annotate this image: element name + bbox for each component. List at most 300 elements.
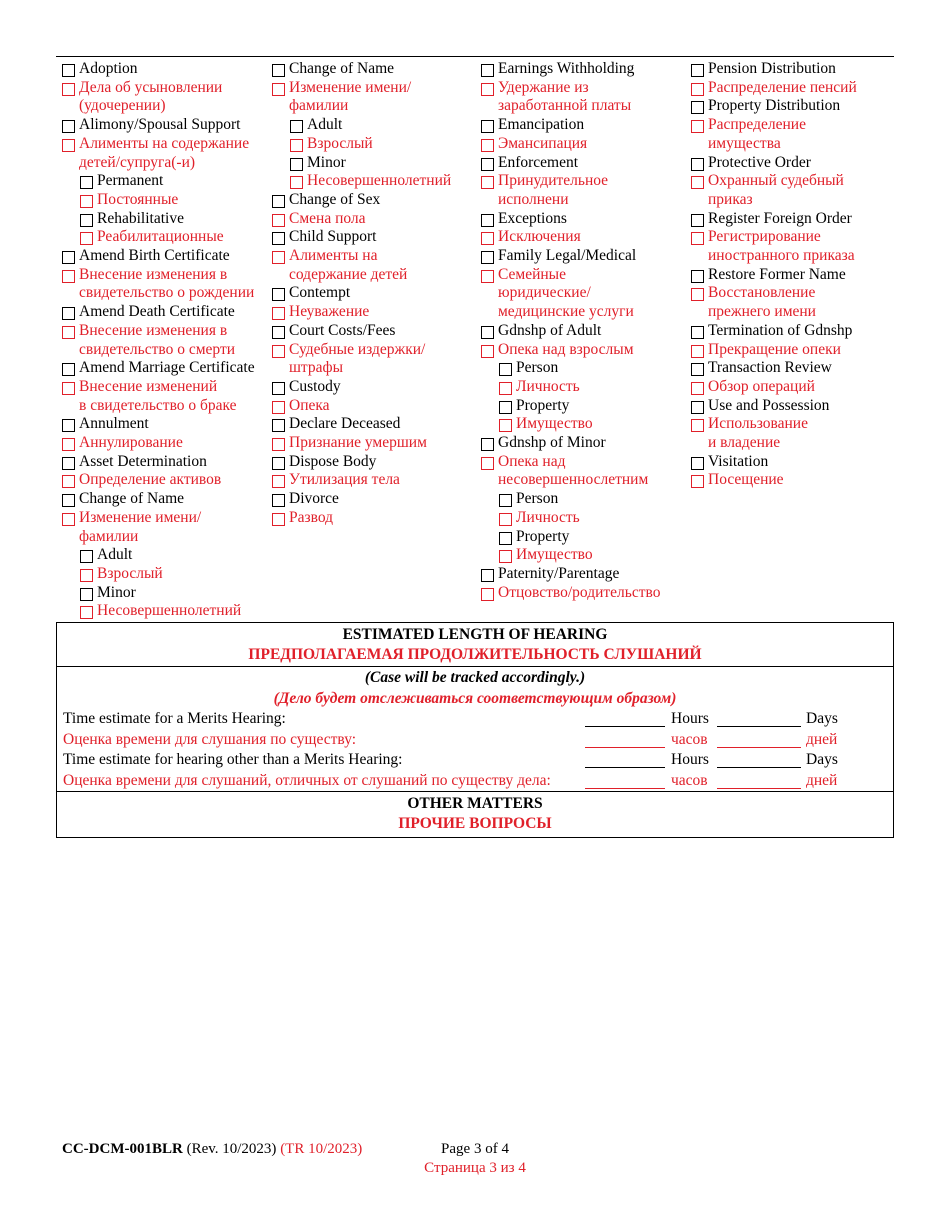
form-translation-revision: (TR 10/2023) [280,1141,363,1157]
other-hours-input-ru[interactable] [585,788,665,789]
checkbox-paternity-parentage-ru[interactable] [481,588,494,601]
case-type-change-of-name [62,490,255,509]
other-days-input-ru[interactable] [717,788,801,789]
case-type-adoption-ru [62,79,255,98]
use-and-possession-label-ru: Использование [708,415,808,433]
checkbox-protective-order[interactable] [691,158,704,171]
alimony-spousal-support-label-ru: детей/супруга(-и) [79,153,196,171]
checkbox-property[interactable] [499,401,512,414]
checkbox-family-legal-medical-ru[interactable] [481,270,494,283]
amend-death-certificate-label-ru-continued [62,341,255,360]
checkbox-emancipation[interactable] [481,120,494,133]
other-days-input[interactable] [717,767,801,768]
checkbox-property[interactable] [499,532,512,545]
case-type-emancipation [481,116,660,135]
checkbox-protective-order-ru[interactable] [691,176,704,189]
case-type-restore-former-name-ru [691,284,857,303]
child-support-label-ru: Алименты на [289,247,378,265]
family-legal-medical-label-ru-continued [481,303,660,322]
checkbox-amend-birth-certificate-ru[interactable] [62,270,75,283]
checkbox-child-support-ru[interactable] [272,251,285,264]
register-foreign-order-label-ru: Регистрирование [708,228,821,246]
alimony-spousal-support-label-ru: Алименты на содержание [79,134,250,152]
rehabilitative-label: Rehabilitative [97,209,184,227]
change-of-sex-label: Change of Sex [289,190,381,208]
case-type-change-of-name-ru [272,79,451,98]
checkbox-permanent-ru[interactable] [80,195,93,208]
case-type-person-ru [481,509,660,528]
case-type-paternity-parentage [481,565,660,584]
declare-deceased-label: Declare Deceased [289,415,401,433]
declare-deceased-label-ru: Признание умершим [289,434,427,452]
gdnshp-of-adult-label-ru: Опека над взрослым [498,340,634,358]
merits-days-input[interactable] [717,726,801,727]
checkbox-emancipation-ru[interactable] [481,139,494,152]
checkbox-amend-death-certificate[interactable] [62,307,75,320]
case-type-property [481,528,660,547]
case-type-exceptions-ru [481,228,660,247]
checkbox-change-of-sex[interactable] [272,195,285,208]
restore-former-name-label-ru-continued [691,303,857,322]
termination-of-gdnshp-label: Termination of Gdnshp [708,321,853,339]
case-type-enforcement [481,154,660,173]
case-type-family-legal-medical [481,247,660,266]
other-estimate-row [63,751,887,771]
case-type-asset-determination-ru [62,471,255,490]
case-type-restore-former-name [691,266,857,285]
checkbox-amend-marriage-certificate[interactable] [62,363,75,376]
checkbox-use-and-possession-ru[interactable] [691,419,704,432]
adoption-label-ru: (удочерении) [79,97,166,115]
checkbox-visitation[interactable] [691,457,704,470]
case-type-annulment-ru [62,434,255,453]
checkbox-enforcement-ru[interactable] [481,176,494,189]
checkbox-court-costs-fees-ru[interactable] [272,345,285,358]
checkbox-child-support[interactable] [272,232,285,245]
court-costs-fees-label-ru: Судебные издержки/ [289,340,426,358]
case-type-change-of-sex-ru [272,210,451,229]
checkbox-alimony-spousal-support[interactable] [62,120,75,133]
restore-former-name-label-ru: Восстановление [708,284,816,302]
checkbox-alimony-spousal-support-ru[interactable] [62,139,75,152]
earnings-withholding-label: Earnings Withholding [498,60,635,77]
checkbox-termination-of-gdnshp[interactable] [691,326,704,339]
merits-estimate-label: Time estimate for a Merits Hearing: [63,710,286,727]
checkbox-permanent[interactable] [80,176,93,189]
case-type-permanent [62,172,255,191]
case-type-asset-determination [62,453,255,472]
checkbox-change-of-name[interactable] [62,494,75,507]
adoption-label: Adoption [79,60,138,77]
case-type-termination-of-gdnshp-ru [691,341,857,360]
protective-order-label-ru-continued [691,191,857,210]
case-type-person [481,490,660,509]
case-type-property-ru [481,415,660,434]
enforcement-label-ru: исполнени [498,190,569,208]
case-type-dispose-body-ru [272,471,451,490]
person-label: Person [516,359,559,377]
restore-former-name-label: Restore Former Name [708,265,846,283]
gdnshp-of-minor-label-ru-continued [481,471,660,490]
checkbox-person[interactable] [499,363,512,376]
checkbox-declare-deceased[interactable] [272,419,285,432]
checkbox-property-ru[interactable] [499,550,512,563]
merits-estimate-row-ru [63,731,887,751]
checkbox-exceptions[interactable] [481,214,494,227]
case-type-permanent-ru [62,191,255,210]
checkbox-adoption-ru[interactable] [62,83,75,96]
family-legal-medical-label-ru: юридические/ [498,284,591,302]
checkbox-adult[interactable] [80,550,93,563]
checkbox-amend-birth-certificate[interactable] [62,251,75,264]
case-type-family-legal-medical-ru [481,266,660,285]
change-of-name-label: Change of Name [79,490,185,508]
checkbox-property-ru[interactable] [499,419,512,432]
checkbox-person-ru[interactable] [499,382,512,395]
form-id: CC-DCM-001BLR [62,1141,183,1157]
amend-death-certificate-label-ru: свидетельство о смерти [79,340,236,358]
person-label-ru: Личность [516,508,580,526]
exceptions-label-ru: Исключения [498,228,581,246]
minor-label: Minor [307,153,346,171]
case-type-protective-order [691,154,857,173]
checkbox-asset-determination-ru[interactable] [62,475,75,488]
checkbox-transaction-review[interactable] [691,363,704,376]
change-of-name-label-ru-continued [62,528,255,547]
protective-order-label-ru: приказ [708,190,753,208]
case-type-earnings-withholding [481,60,660,79]
hours-label: Hours [671,710,709,727]
annulment-label: Annulment [79,415,149,433]
case-type-amend-marriage-certificate [62,359,255,378]
protective-order-label: Protective Order [708,153,811,171]
emancipation-label: Emancipation [498,116,585,134]
register-foreign-order-label-ru-continued [691,247,857,266]
merits-days-input-ru[interactable] [717,747,801,748]
time-estimate-section [57,667,893,792]
amend-death-certificate-label: Amend Death Certificate [79,303,235,321]
case-type-termination-of-gdnshp [691,322,857,341]
checkbox-adult-ru[interactable] [290,139,303,152]
checkbox-property-distribution[interactable] [691,101,704,114]
checkbox-person[interactable] [499,494,512,507]
case-type-enforcement-ru [481,172,660,191]
case-type-register-foreign-order-ru [691,228,857,247]
other-estimate-label-ru: Оценка времени для слушаний, отличных от слушаний по существу дела: [63,772,551,789]
pension-distribution-label: Pension Distribution [708,60,836,77]
checkbox-minor[interactable] [80,588,93,601]
dispose-body-label: Dispose Body [289,452,377,470]
exceptions-label: Exceptions [498,209,567,227]
divorce-label: Divorce [289,490,339,508]
adult-label-ru: Взрослый [307,134,373,152]
amend-birth-certificate-label: Amend Birth Certificate [79,247,230,265]
checkbox-pension-distribution-ru[interactable] [691,83,704,96]
property-label: Property [516,527,570,545]
case-type-divorce-ru [272,509,451,528]
page-number [420,1140,530,1178]
change-of-name-label-ru: фамилии [289,97,349,115]
property-distribution-label: Property Distribution [708,97,841,115]
case-type-earnings-withholding-ru [481,79,660,98]
checkbox-change-of-name-ru[interactable] [62,513,75,526]
case-type-change-of-name-ru [62,509,255,528]
amend-marriage-certificate-label-ru: в свидетельство о браке [79,396,237,414]
property-label-ru: Имущество [516,415,593,433]
checkbox-custody[interactable] [272,382,285,395]
checkbox-paternity-parentage[interactable] [481,569,494,582]
asset-determination-label: Asset Determination [79,452,207,470]
case-type-amend-marriage-certificate-ru [62,378,255,397]
checkbox-divorce[interactable] [272,494,285,507]
checkbox-visitation-ru[interactable] [691,475,704,488]
property-label: Property [516,396,570,414]
case-type-property [481,397,660,416]
register-foreign-order-label-ru: иностранного приказа [708,247,855,265]
gdnshp-of-adult-label: Gdnshp of Adult [498,321,602,339]
case-type-use-and-possession [691,397,857,416]
enforcement-label-ru-continued [481,191,660,210]
contempt-label: Contempt [289,284,351,302]
checkbox-declare-deceased-ru[interactable] [272,438,285,451]
use-and-possession-label: Use and Possession [708,396,830,414]
checkbox-enforcement[interactable] [481,158,494,171]
checkbox-restore-former-name[interactable] [691,270,704,283]
contempt-label-ru: Неуважение [289,303,370,321]
checkbox-custody-ru[interactable] [272,401,285,414]
case-type-gdnshp-of-adult-ru [481,341,660,360]
case-type-custody-ru [272,397,451,416]
case-type-rehabilitative-ru [62,228,255,247]
other-hours-input[interactable] [585,767,665,768]
estimated-length-header [57,623,893,667]
case-type-pension-distribution [691,60,857,79]
case-type-amend-birth-certificate-ru [62,266,255,285]
case-type-person-ru [481,378,660,397]
checkbox-person-ru[interactable] [499,513,512,526]
checkbox-change-of-sex-ru[interactable] [272,214,285,227]
case-type-gdnshp-of-minor-ru [481,453,660,472]
tracking-note: (Case will be tracked accordingly.) [364,669,586,686]
adult-label: Adult [97,546,133,564]
amend-birth-certificate-label-ru-continued [62,284,255,303]
checkbox-adult[interactable] [290,120,303,133]
checkbox-contempt[interactable] [272,288,285,301]
checkbox-change-of-name-ru[interactable] [272,83,285,96]
form-revision: (Rev. 10/2023) [186,1141,277,1157]
change-of-name-label: Change of Name [289,60,395,77]
person-label-ru: Личность [516,377,580,395]
checkbox-amend-marriage-certificate-ru[interactable] [62,382,75,395]
days-label: Days [806,751,838,768]
case-type-visitation-ru [691,471,857,490]
case-type-adult-ru [272,135,451,154]
case-type-property-distribution [691,97,857,116]
court-costs-fees-label-ru-continued [272,359,451,378]
transaction-review-label: Transaction Review [708,359,832,377]
rehabilitative-label-ru: Реабилитационные [97,228,224,246]
checkbox-minor[interactable] [290,158,303,171]
case-type-court-costs-fees [272,322,451,341]
amend-birth-certificate-label-ru: свидетельство о рождении [79,284,255,302]
property-distribution-label-ru: имущества [708,134,781,152]
checkbox-court-costs-fees[interactable] [272,326,285,339]
checkbox-change-of-name[interactable] [272,64,285,77]
checkbox-dispose-body-ru[interactable] [272,475,285,488]
checkbox-annulment-ru[interactable] [62,438,75,451]
checkbox-adoption[interactable] [62,64,75,77]
termination-of-gdnshp-label-ru: Прекращение опеки [708,340,841,358]
case-type-child-support [272,228,451,247]
checkbox-property-distribution-ru[interactable] [691,120,704,133]
court-costs-fees-label: Court Costs/Fees [289,321,396,339]
checkbox-minor-ru[interactable] [290,176,303,189]
checkbox-use-and-possession[interactable] [691,401,704,414]
gdnshp-of-minor-label-ru: Опека над [498,452,566,470]
top-rule [56,56,894,57]
checkbox-amend-death-certificate-ru[interactable] [62,326,75,339]
merits-hours-input[interactable] [585,726,665,727]
visitation-label-ru: Посещение [708,471,784,489]
asset-determination-label-ru: Определение активов [79,471,222,489]
case-type-transaction-review-ru [691,378,857,397]
paternity-parentage-label: Paternity/Parentage [498,564,620,582]
permanent-label-ru: Постоянные [97,190,179,208]
case-type-change-of-name [272,60,451,79]
gdnshp-of-minor-label-ru: несовершеннослетним [498,471,649,489]
case-type-adoption [62,60,255,79]
case-type-divorce [272,490,451,509]
checkbox-annulment[interactable] [62,419,75,432]
case-type-court-costs-fees-ru [272,341,451,360]
checkbox-gdnshp-of-adult-ru[interactable] [481,345,494,358]
case-type-declare-deceased-ru [272,434,451,453]
checkbox-earnings-withholding[interactable] [481,64,494,77]
checkbox-transaction-review-ru[interactable] [691,382,704,395]
checkbox-gdnshp-of-minor[interactable] [481,438,494,451]
amend-marriage-certificate-label-ru-continued [62,397,255,416]
checkbox-minor-ru[interactable] [80,606,93,619]
annulment-label-ru: Аннулирование [79,434,183,452]
child-support-label-ru: содержание детей [289,265,408,283]
amend-marriage-certificate-label-ru: Внесение изменений [79,377,218,395]
case-type-column-1 [62,60,255,621]
case-type-alimony-spousal-support-ru [62,135,255,154]
restore-former-name-label-ru: прежнего имени [708,303,816,321]
case-type-gdnshp-of-adult [481,322,660,341]
case-type-use-and-possession-ru [691,415,857,434]
page-number-en: Page 3 of 4 [441,1141,509,1157]
checkbox-register-foreign-order[interactable] [691,214,704,227]
case-type-amend-birth-certificate [62,247,255,266]
amend-death-certificate-label-ru: Внесение изменения в [79,321,228,339]
custody-label: Custody [289,377,341,395]
protective-order-label-ru: Охранный судебный [708,172,844,190]
merits-estimate-label-ru: Оценка времени для слушания по существу: [63,731,357,748]
case-type-person [481,359,660,378]
checkbox-family-legal-medical[interactable] [481,251,494,264]
alimony-spousal-support-label: Alimony/Spousal Support [79,116,241,134]
paternity-parentage-label-ru: Отцовство/родительство [498,583,661,601]
merits-estimate-row [63,710,887,730]
pension-distribution-label-ru: Распределение пенсий [708,78,857,96]
checkbox-pension-distribution[interactable] [691,64,704,77]
family-legal-medical-label-ru-continued [481,284,660,303]
checkbox-exceptions-ru[interactable] [481,232,494,245]
checkbox-earnings-withholding-ru[interactable] [481,83,494,96]
transaction-review-label-ru: Обзор операций [708,377,815,395]
case-type-adult [272,116,451,135]
gdnshp-of-minor-label: Gdnshp of Minor [498,434,606,452]
divorce-label-ru: Развод [289,508,334,526]
case-type-adult [62,546,255,565]
custody-label-ru: Опека [289,396,330,414]
estimated-length-title: ESTIMATED LENGTH OF HEARING [342,626,608,643]
other-matters-title: OTHER MATTERS [407,795,543,812]
merits-hours-input-ru[interactable] [585,747,665,748]
amend-birth-certificate-label-ru: Внесение изменения в [79,265,228,283]
case-type-contempt-ru [272,303,451,322]
case-type-register-foreign-order [691,210,857,229]
case-type-declare-deceased [272,415,451,434]
case-type-paternity-parentage-ru [481,584,660,603]
hours-label-ru: часов [671,731,708,748]
family-legal-medical-label-ru: Семейные [498,265,566,283]
checkbox-rehabilitative-ru[interactable] [80,232,93,245]
case-type-pension-distribution-ru [691,79,857,98]
checkbox-restore-former-name-ru[interactable] [691,288,704,301]
person-label: Person [516,490,559,508]
checkbox-gdnshp-of-adult[interactable] [481,326,494,339]
case-type-visitation [691,453,857,472]
case-type-custody [272,378,451,397]
adoption-label-ru: Дела об усыновлении [79,78,223,96]
checkbox-rehabilitative[interactable] [80,214,93,227]
enforcement-label: Enforcement [498,153,579,171]
alimony-spousal-support-label-ru-continued [62,154,255,173]
checkbox-adult-ru[interactable] [80,569,93,582]
case-type-contempt [272,284,451,303]
case-type-annulment [62,415,255,434]
adult-label: Adult [307,116,343,134]
page-number-ru: Страница 3 из 4 [424,1160,526,1176]
register-foreign-order-label: Register Foreign Order [708,209,852,227]
hearing-box [56,622,894,838]
case-type-emancipation-ru [481,135,660,154]
checkbox-divorce-ru[interactable] [272,513,285,526]
other-estimate-label: Time estimate for hearing other than a Merits Hearing: [63,751,403,768]
case-type-exceptions [481,210,660,229]
days-label: Days [806,710,838,727]
checkbox-dispose-body[interactable] [272,457,285,470]
checkbox-gdnshp-of-minor-ru[interactable] [481,457,494,470]
case-type-dispose-body [272,453,451,472]
checkbox-contempt-ru[interactable] [272,307,285,320]
case-type-change-of-sex [272,191,451,210]
case-type-amend-death-certificate-ru [62,322,255,341]
earnings-withholding-label-ru-continued [481,97,660,116]
days-label-ru: дней [806,772,838,789]
checkbox-termination-of-gdnshp-ru[interactable] [691,345,704,358]
permanent-label: Permanent [97,172,164,190]
change-of-name-label-ru: фамилии [79,527,139,545]
other-estimate-row-ru [63,772,887,792]
case-type-minor-ru [272,172,451,191]
checkbox-register-foreign-order-ru[interactable] [691,232,704,245]
property-distribution-label-ru-continued [691,135,857,154]
checkbox-asset-determination[interactable] [62,457,75,470]
case-type-minor [272,154,451,173]
